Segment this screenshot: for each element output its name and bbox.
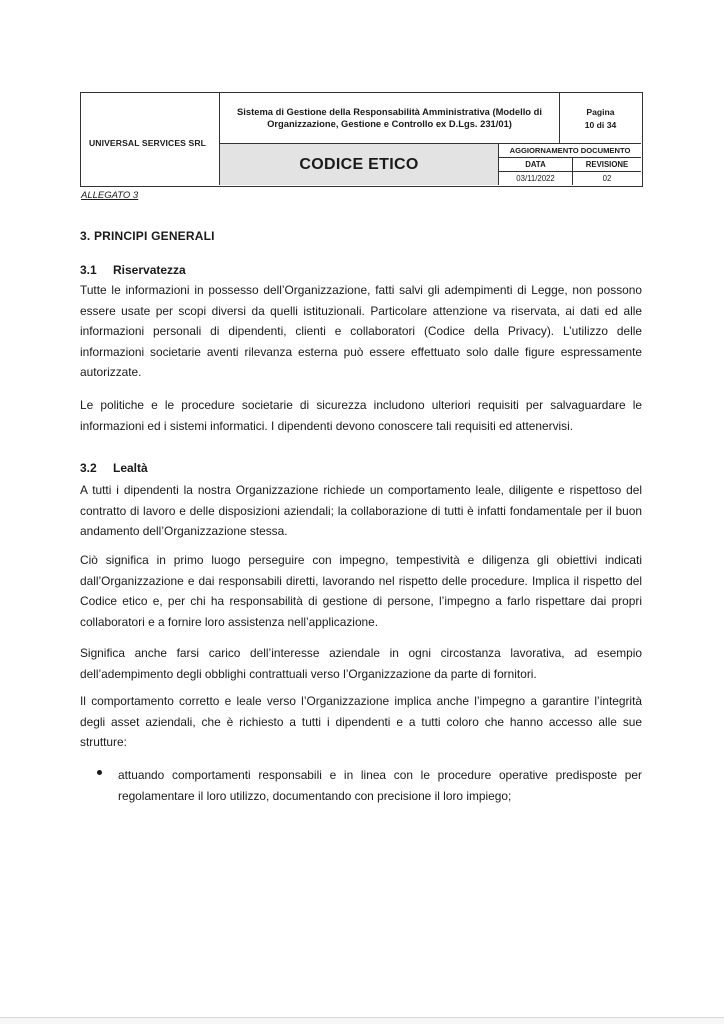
update-label: AGGIORNAMENTO DOCUMENTO [499, 144, 641, 158]
bullet-item [97, 765, 642, 806]
subsection-heading-3-1 [80, 263, 642, 277]
page-cell [560, 93, 641, 144]
paragraph [80, 550, 642, 632]
page-label: Pagina [586, 107, 615, 117]
subsection-title: Riservatezza [113, 263, 186, 277]
section-title: 3. PRINCIPI GENERALI [80, 229, 215, 243]
paragraph-text: Tutte le informazioni in possesso dell’Organizzazione, fatti salvi gli adempimenti di Legge, non possono essere usate per scopi diversi da quelli istituzionali. Particolare attenzione va riservata, ai dati ed alle informazioni personali di dipendenti, clienti e collaboratori (Codice della Privacy). L’utilizzo delle informazioni societarie aventi rilevanza esterna può essere effettuato solo dalle figure espressamente autorizzate. [80, 283, 642, 380]
subsection-number: 3.2 [80, 461, 97, 475]
allegato-label: ALLEGATO 3 [81, 190, 139, 201]
paragraph-text: Il comportamento corretto e leale verso l’Organizzazione implica anche l’impegno a garantire l’integrità degli asset aziendali, che è richiesto a tutti i dipendenti e a tutti coloro che hanno accesso alle sue strutture: [80, 694, 642, 750]
company-cell [81, 93, 220, 185]
page-number: 10 di 34 [584, 120, 617, 130]
paragraph [80, 395, 642, 436]
document-title-cell [220, 144, 499, 185]
system-title: Sistema di Gestione della Responsabilità Amministrativa (Modello di Organizzazione, Gestione e Controllo ex D.Lgs. 231/01) [237, 105, 542, 129]
paragraph-text: A tutti i dipendenti la nostra Organizzazione richiede un comportamento leale, diligente e rispettoso del contratto di lavoro e delle disposizioni aziendali; la collaborazione di tutti è infatti fondamentale per il buon andamento dell’Organizzazione stessa. [80, 483, 642, 539]
paragraph [80, 280, 642, 383]
paragraph [80, 691, 642, 753]
paragraph [80, 643, 642, 684]
paragraph-text: Ciò significa in primo luogo perseguire con impegno, tempestività e diligenza gli obiettivi indicati dall’Organizzazione e dai responsabili diretti, lavorando nel rispetto delle procedure. Implica il rispetto del Codice etico e, per chi ha responsabilità di gestione di persone, l’impegno a farlo rispettare dai propri collaboratori e a fornire loro assistenza nell’applicazione. [80, 553, 642, 629]
subsection-heading-3-2 [80, 461, 642, 475]
date-label: DATA [499, 158, 573, 172]
bullet-icon [97, 770, 102, 775]
document-header-table [80, 92, 643, 187]
revision-label: REVISIONE [573, 158, 641, 172]
document-title: CODICE ETICO [299, 155, 419, 173]
revision-value: 02 [602, 173, 612, 183]
system-title-cell [220, 93, 560, 144]
subsection-number: 3.1 [80, 263, 97, 277]
paragraph [80, 480, 642, 542]
paragraph-text: Significa anche farsi carico dell’interesse aziendale in ogni circostanza lavorativa, ad esempio dell’adempimento degli obblighi contrattuali verso l’Organizzazione da parte di fornitori. [80, 646, 642, 681]
page-bottom-edge [0, 1017, 724, 1024]
paragraph-text: Le politiche e le procedure societarie di sicurezza includono ulteriori requisiti per salvaguardare le informazioni ed i sistemi informatici. I dipendenti devono conoscere tali requisiti ed attenervisi. [80, 398, 642, 433]
date-value: 03/11/2022 [499, 172, 573, 186]
bullet-text: attuando comportamenti responsabili e in linea con le procedure operative predisposte per regolamentare il loro utilizzo, documentando con precisione il loro impiego; [118, 768, 642, 803]
company-name: UNIVERSAL SERVICES SRL [89, 138, 206, 148]
subsection-title: Lealtà [113, 461, 148, 475]
